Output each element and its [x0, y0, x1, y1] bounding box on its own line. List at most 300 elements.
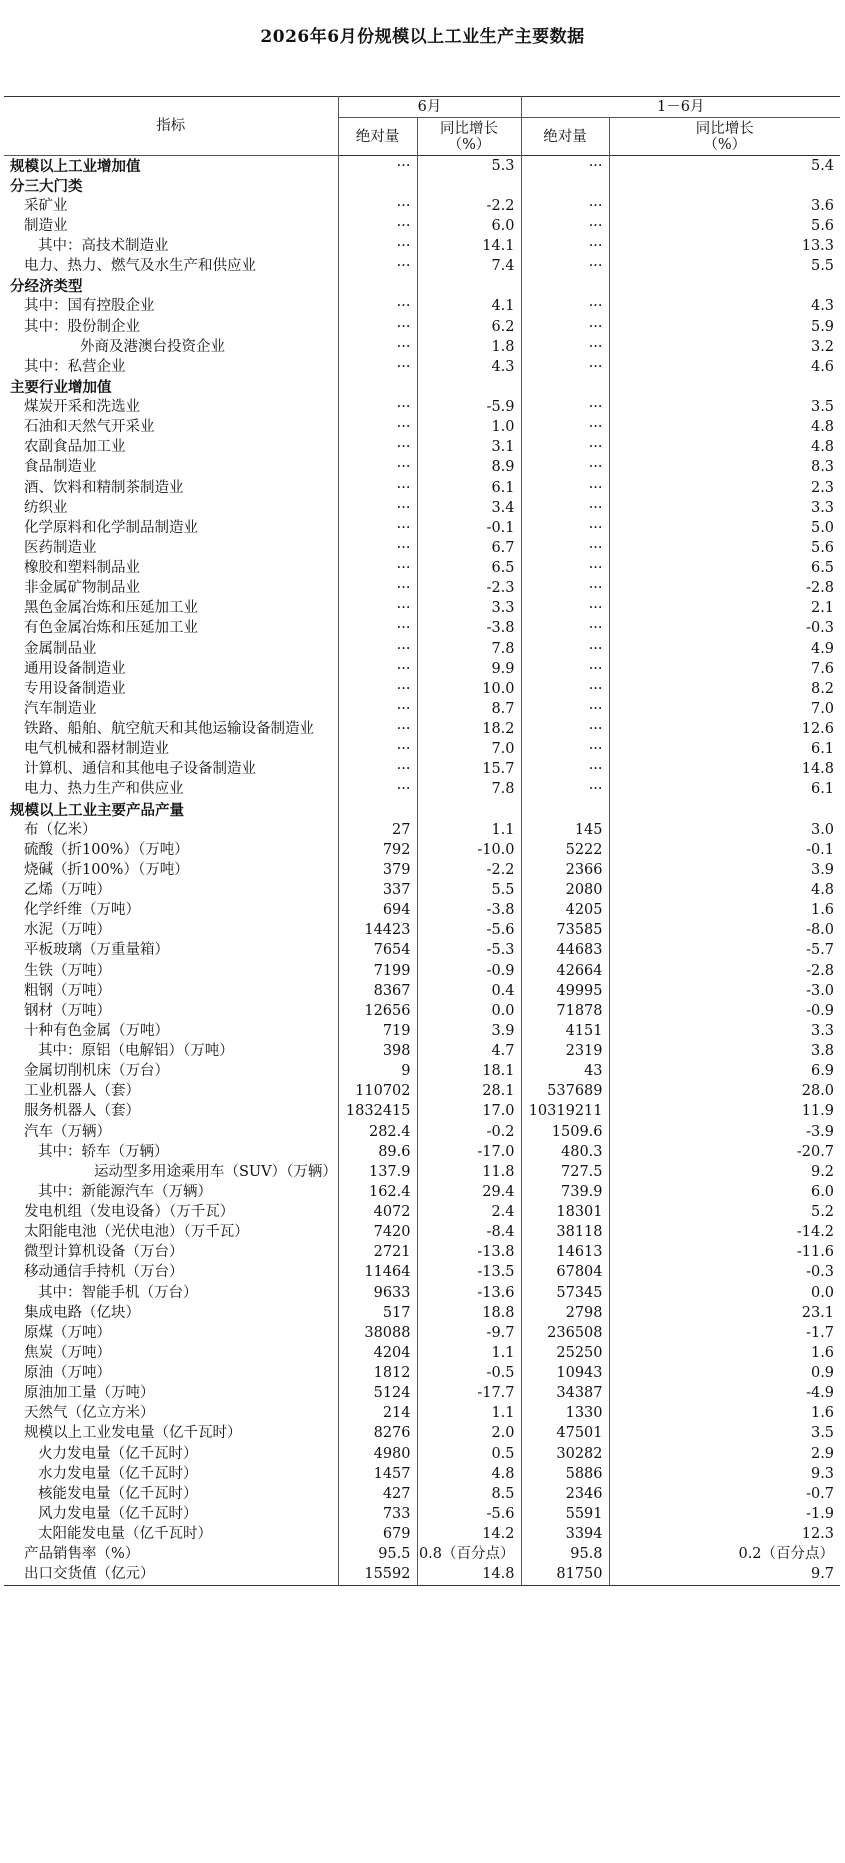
ytd-abs-cell: 2366: [521, 860, 609, 880]
ytd-abs-cell: ···: [521, 156, 609, 177]
indicator-name-cell: 铁路、船舶、航空航天和其他运输设备制造业: [24, 721, 314, 738]
indicator-name-cell: 天然气（亿立方米）: [24, 1405, 155, 1422]
june-yoy-cell: 4.7: [417, 1042, 521, 1062]
ytd-yoy-cell: 9.3: [609, 1464, 840, 1484]
table-row: [4, 398, 840, 418]
indicator-name-cell: 十种有色金属（万吨）: [24, 1022, 169, 1039]
indicator-name-cell: 外商及港澳台投资企业: [80, 338, 225, 355]
ytd-abs-cell: 2080: [521, 881, 609, 901]
ytd-abs-cell: ···: [521, 518, 609, 538]
indicator-name-cell: 化学纤维（万吨）: [24, 902, 140, 919]
table-row: [4, 216, 840, 236]
june-yoy-cell: 7.0: [417, 740, 521, 760]
june-yoy-cell: 29.4: [417, 1182, 521, 1202]
june-abs-cell: [338, 176, 417, 196]
table-row: [4, 297, 840, 317]
ytd-yoy-cell: 6.5: [609, 559, 840, 579]
ytd-yoy-cell: 6.0: [609, 1182, 840, 1202]
ytd-abs-cell: ···: [521, 619, 609, 639]
june-yoy-cell: 0.5: [417, 1444, 521, 1464]
ytd-yoy-cell: 3.6: [609, 196, 840, 216]
indicator-name-cell: 其中：国有控股企业: [24, 298, 155, 315]
ytd-yoy-cell: 13.3: [609, 237, 840, 257]
table-row: [4, 840, 840, 860]
ytd-yoy-cell: -1.7: [609, 1323, 840, 1343]
ytd-abs-cell: 145: [521, 820, 609, 840]
june-yoy-cell: -5.6: [417, 921, 521, 941]
june-abs-cell: ···: [338, 518, 417, 538]
table-row: [4, 1001, 840, 1021]
june-abs-cell: ···: [338, 639, 417, 659]
ytd-yoy-cell: 3.8: [609, 1042, 840, 1062]
ytd-abs-cell: 38118: [521, 1223, 609, 1243]
table-row: [4, 1404, 840, 1424]
ytd-yoy-cell: 9.2: [609, 1162, 840, 1182]
ytd-yoy-cell: 5.5: [609, 257, 840, 277]
june-yoy-cell: 1.1: [417, 820, 521, 840]
indicator-name-cell: 其中：私营企业: [24, 358, 126, 375]
ytd-yoy-cell: -0.3: [609, 1263, 840, 1283]
june-abs-cell: ···: [338, 216, 417, 236]
june-yoy-cell: 7.8: [417, 639, 521, 659]
indicator-name-cell: 工业机器人（套）: [24, 1083, 140, 1100]
june-abs-cell: 719: [338, 1021, 417, 1041]
table-row: [4, 1223, 840, 1243]
ytd-yoy-cell: 7.6: [609, 659, 840, 679]
ytd-abs-cell: ···: [521, 478, 609, 498]
header-june-yoy: [417, 118, 521, 156]
ytd-abs-cell: 1509.6: [521, 1122, 609, 1142]
june-abs-cell: 694: [338, 901, 417, 921]
june-yoy-cell: 18.1: [417, 1062, 521, 1082]
ytd-yoy-cell: 11.9: [609, 1102, 840, 1122]
ytd-abs-cell: 95.8: [521, 1545, 609, 1565]
june-abs-cell: 5124: [338, 1384, 417, 1404]
june-abs-cell: ···: [338, 297, 417, 317]
ytd-yoy-cell: -0.3: [609, 619, 840, 639]
june-yoy-cell: 14.1: [417, 237, 521, 257]
june-yoy-cell: 14.8: [417, 1565, 521, 1586]
june-abs-cell: ···: [338, 780, 417, 800]
indicator-name-cell: 汽车制造业: [24, 700, 97, 717]
indicator-name-cell: 分经济类型: [10, 278, 83, 296]
ytd-abs-cell: ···: [521, 679, 609, 699]
june-yoy-cell: 2.0: [417, 1424, 521, 1444]
june-yoy-cell: -10.0: [417, 840, 521, 860]
table-row: [4, 196, 840, 216]
indicator-name-cell: 火力发电量（亿千瓦时）: [38, 1445, 198, 1462]
june-abs-cell: 1457: [338, 1464, 417, 1484]
ytd-yoy-cell: 3.5: [609, 1424, 840, 1444]
indicator-name-cell: 制造业: [24, 217, 68, 234]
june-yoy-cell: 1.0: [417, 418, 521, 438]
june-yoy-cell: -5.6: [417, 1504, 521, 1524]
ytd-yoy-cell: 1.6: [609, 1343, 840, 1363]
june-yoy-cell: 18.8: [417, 1303, 521, 1323]
june-abs-cell: ···: [338, 760, 417, 780]
indicator-name-cell: 原油（万吨）: [24, 1365, 111, 1382]
ytd-abs-cell: 44683: [521, 941, 609, 961]
june-abs-cell: 517: [338, 1303, 417, 1323]
ytd-abs-cell: 25250: [521, 1343, 609, 1363]
june-yoy-cell: -17.0: [417, 1142, 521, 1162]
ytd-abs-cell: 236508: [521, 1323, 609, 1343]
ytd-yoy-cell: 4.9: [609, 639, 840, 659]
ytd-abs-cell: ···: [521, 438, 609, 458]
indicator-name-cell: 分三大门类: [10, 177, 83, 195]
ytd-abs-cell: 71878: [521, 1001, 609, 1021]
ytd-abs-cell: 49995: [521, 981, 609, 1001]
ytd-yoy-cell: -20.7: [609, 1142, 840, 1162]
ytd-abs-cell: ···: [521, 760, 609, 780]
table-row: [4, 579, 840, 599]
june-abs-cell: 27: [338, 820, 417, 840]
ytd-yoy-cell: 28.0: [609, 1082, 840, 1102]
table-row: [4, 1162, 840, 1182]
june-yoy-cell: 4.1: [417, 297, 521, 317]
june-abs-cell: 162.4: [338, 1182, 417, 1202]
june-yoy-cell: 1.1: [417, 1404, 521, 1424]
june-yoy-cell: -3.8: [417, 619, 521, 639]
ytd-abs-cell: ···: [521, 639, 609, 659]
ytd-yoy-cell: -2.8: [609, 961, 840, 981]
indicator-name-cell: 黑色金属冶炼和压延加工业: [24, 600, 198, 617]
june-yoy-cell: [417, 377, 521, 397]
header-indicator: 指标: [4, 97, 338, 156]
ytd-abs-cell: 5222: [521, 840, 609, 860]
indicator-name-cell: 其中：新能源汽车（万辆）: [38, 1183, 212, 1200]
june-abs-cell: ···: [338, 438, 417, 458]
indicator-name-cell: 医药制造业: [24, 539, 97, 556]
june-yoy-cell: 6.5: [417, 559, 521, 579]
june-yoy-cell: 3.9: [417, 1021, 521, 1041]
indicator-name-cell: 主要行业增加值: [10, 378, 112, 396]
ytd-abs-cell: 10943: [521, 1364, 609, 1384]
june-yoy-cell: -2.3: [417, 579, 521, 599]
june-abs-cell: ···: [338, 579, 417, 599]
ytd-yoy-cell: 12.6: [609, 720, 840, 740]
ytd-abs-cell: [521, 377, 609, 397]
ytd-abs-cell: ···: [521, 579, 609, 599]
indicator-name-cell: 焦炭（万吨）: [24, 1344, 111, 1361]
table-row: [4, 438, 840, 458]
indicator-name-cell: 太阳能电池（光伏电池）（万千瓦）: [24, 1224, 249, 1241]
indicator-name-cell: 橡胶和塑料制品业: [24, 560, 140, 577]
june-yoy-cell: 17.0: [417, 1102, 521, 1122]
indicator-name-cell: 钢材（万吨）: [24, 1002, 111, 1019]
indicator-name-cell: 水泥（万吨）: [24, 922, 111, 939]
table-row: [4, 418, 840, 438]
indicator-name-cell: 生铁（万吨）: [24, 962, 111, 979]
june-yoy-cell: 3.3: [417, 599, 521, 619]
ytd-yoy-cell: 2.1: [609, 599, 840, 619]
ytd-yoy-cell: 5.0: [609, 518, 840, 538]
june-yoy-cell: -8.4: [417, 1223, 521, 1243]
ytd-yoy-cell: 3.3: [609, 1021, 840, 1041]
june-abs-cell: 12656: [338, 1001, 417, 1021]
ytd-abs-cell: ···: [521, 498, 609, 518]
june-yoy-cell: -5.3: [417, 941, 521, 961]
ytd-yoy-cell: -2.8: [609, 579, 840, 599]
table-row: [4, 901, 840, 921]
table-row: [4, 679, 840, 699]
june-yoy-cell: 6.1: [417, 478, 521, 498]
indicator-name-cell: 煤炭开采和洗选业: [24, 399, 140, 416]
ytd-yoy-cell: 4.8: [609, 881, 840, 901]
ytd-abs-cell: 537689: [521, 1082, 609, 1102]
june-abs-cell: ···: [338, 659, 417, 679]
june-yoy-cell: [417, 800, 521, 820]
june-abs-cell: ···: [338, 478, 417, 498]
ytd-yoy-cell: -11.6: [609, 1243, 840, 1263]
june-abs-cell: 792: [338, 840, 417, 860]
table-row: [4, 1444, 840, 1464]
june-abs-cell: ···: [338, 679, 417, 699]
ytd-yoy-cell: [609, 277, 840, 297]
ytd-abs-cell: ···: [521, 458, 609, 478]
ytd-abs-cell: ···: [521, 780, 609, 800]
indicator-name-cell: 专用设备制造业: [24, 680, 126, 697]
ytd-abs-cell: 5591: [521, 1504, 609, 1524]
indicator-name-cell: 非金属矿物制品业: [24, 580, 140, 597]
june-abs-cell: 679: [338, 1525, 417, 1545]
ytd-yoy-cell: 3.2: [609, 337, 840, 357]
june-abs-cell: 89.6: [338, 1142, 417, 1162]
ytd-yoy-cell: 3.3: [609, 498, 840, 518]
june-yoy-cell: [417, 277, 521, 297]
table-row: [4, 317, 840, 337]
june-abs-cell: ···: [338, 599, 417, 619]
june-yoy-cell: 18.2: [417, 720, 521, 740]
table-row: [4, 599, 840, 619]
june-yoy-cell: -2.2: [417, 196, 521, 216]
ytd-abs-cell: 18301: [521, 1203, 609, 1223]
ytd-abs-cell: 3394: [521, 1525, 609, 1545]
table-row: [4, 1263, 840, 1283]
ytd-yoy-cell: -0.7: [609, 1484, 840, 1504]
ytd-abs-cell: ···: [521, 740, 609, 760]
indicator-name-cell: 其中：高技术制造业: [38, 238, 169, 255]
june-abs-cell: 7420: [338, 1223, 417, 1243]
indicator-name-cell: 其中：股份制企业: [24, 318, 140, 335]
june-abs-cell: 4204: [338, 1343, 417, 1363]
table-row: [4, 1343, 840, 1363]
june-abs-cell: ···: [338, 458, 417, 478]
table-row: [4, 1504, 840, 1524]
june-abs-cell: ···: [338, 237, 417, 257]
ytd-abs-cell: 34387: [521, 1384, 609, 1404]
june-abs-cell: 11464: [338, 1263, 417, 1283]
table-row: [4, 1182, 840, 1202]
table-row: [4, 1303, 840, 1323]
june-yoy-cell: 3.1: [417, 438, 521, 458]
ytd-abs-cell: 73585: [521, 921, 609, 941]
ytd-abs-cell: ···: [521, 418, 609, 438]
june-yoy-cell: -2.2: [417, 860, 521, 880]
june-yoy-cell: 15.7: [417, 760, 521, 780]
indicator-name-cell: 通用设备制造业: [24, 660, 126, 677]
header-yoy-line2: （%）: [703, 136, 747, 153]
ytd-abs-cell: 4151: [521, 1021, 609, 1041]
june-abs-cell: 38088: [338, 1323, 417, 1343]
indicator-name-cell: 产品销售率（%）: [24, 1546, 140, 1563]
table-row: [4, 1565, 840, 1586]
indicator-name-cell: 农副食品加工业: [24, 439, 126, 456]
june-abs-cell: 733: [338, 1504, 417, 1524]
june-abs-cell: ···: [338, 357, 417, 377]
ytd-abs-cell: 1330: [521, 1404, 609, 1424]
ytd-abs-cell: ···: [521, 398, 609, 418]
ytd-yoy-cell: 6.1: [609, 780, 840, 800]
june-abs-cell: ···: [338, 156, 417, 177]
ytd-abs-cell: ···: [521, 538, 609, 558]
june-abs-cell: ···: [338, 196, 417, 216]
indicator-name-cell: 硫酸（折100%）（万吨）: [24, 841, 189, 858]
table-row: [4, 860, 840, 880]
ytd-abs-cell: ···: [521, 196, 609, 216]
ytd-yoy-cell: 5.2: [609, 1203, 840, 1223]
indicator-name-cell: 水力发电量（亿千瓦时）: [38, 1465, 198, 1482]
ytd-yoy-cell: [609, 176, 840, 196]
indicator-name-cell: 食品制造业: [24, 459, 97, 476]
ytd-abs-cell: 10319211: [521, 1102, 609, 1122]
table-row: [4, 941, 840, 961]
june-yoy-cell: 3.4: [417, 498, 521, 518]
ytd-yoy-cell: 3.9: [609, 860, 840, 880]
june-yoy-cell: 6.2: [417, 317, 521, 337]
ytd-yoy-cell: -14.2: [609, 1223, 840, 1243]
indicator-name-cell: 金属制品业: [24, 640, 97, 657]
indicator-name-cell: 粗钢（万吨）: [24, 982, 111, 999]
june-yoy-cell: 7.8: [417, 780, 521, 800]
june-yoy-cell: -5.9: [417, 398, 521, 418]
june-abs-cell: 2721: [338, 1243, 417, 1263]
ytd-abs-cell: ···: [521, 216, 609, 236]
table-row: [4, 881, 840, 901]
june-yoy-cell: -0.9: [417, 961, 521, 981]
ytd-yoy-cell: -3.0: [609, 981, 840, 1001]
ytd-yoy-cell: 4.3: [609, 297, 840, 317]
ytd-abs-cell: ···: [521, 337, 609, 357]
ytd-yoy-cell: 9.7: [609, 1565, 840, 1586]
ytd-abs-cell: ···: [521, 357, 609, 377]
header-ytd-yoy: [609, 118, 840, 156]
indicator-name-cell: 服务机器人（套）: [24, 1103, 140, 1120]
table-row: [4, 619, 840, 639]
ytd-yoy-cell: [609, 377, 840, 397]
ytd-yoy-cell: 23.1: [609, 1303, 840, 1323]
header-yoy-line2: （%）: [447, 136, 491, 153]
ytd-yoy-cell: 8.3: [609, 458, 840, 478]
ytd-yoy-cell: 4.8: [609, 418, 840, 438]
table-row: [4, 257, 840, 277]
june-abs-cell: 1812: [338, 1364, 417, 1384]
june-abs-cell: ···: [338, 559, 417, 579]
table-row: [4, 961, 840, 981]
june-abs-cell: 9: [338, 1062, 417, 1082]
table-row: [4, 1424, 840, 1444]
june-abs-cell: 8367: [338, 981, 417, 1001]
ytd-yoy-cell: 1.6: [609, 1404, 840, 1424]
ytd-abs-cell: 5886: [521, 1464, 609, 1484]
june-abs-cell: 4072: [338, 1203, 417, 1223]
june-abs-cell: ···: [338, 619, 417, 639]
indicator-name-cell: 有色金属冶炼和压延加工业: [24, 620, 198, 637]
june-abs-cell: 379: [338, 860, 417, 880]
ytd-yoy-cell: 14.8: [609, 760, 840, 780]
indicator-name-cell: 规模以上工业增加值: [10, 157, 141, 175]
june-abs-cell: 1832415: [338, 1102, 417, 1122]
ytd-yoy-cell: 0.9: [609, 1364, 840, 1384]
ytd-yoy-cell: 2.9: [609, 1444, 840, 1464]
june-yoy-cell: 8.9: [417, 458, 521, 478]
table-row: [4, 538, 840, 558]
ytd-abs-cell: ···: [521, 599, 609, 619]
ytd-abs-cell: ···: [521, 317, 609, 337]
header-june: 6月: [338, 97, 521, 118]
june-yoy-cell: 9.9: [417, 659, 521, 679]
ytd-yoy-cell: [609, 800, 840, 820]
table-row: [4, 760, 840, 780]
june-abs-cell: 15592: [338, 1565, 417, 1586]
june-yoy-cell: 14.2: [417, 1525, 521, 1545]
indicator-name-cell: 计算机、通信和其他电子设备制造业: [24, 761, 256, 778]
june-abs-cell: [338, 377, 417, 397]
table-row: [4, 478, 840, 498]
ytd-abs-cell: 4205: [521, 901, 609, 921]
table-row: [4, 458, 840, 478]
june-abs-cell: 137.9: [338, 1162, 417, 1182]
ytd-abs-cell: ···: [521, 237, 609, 257]
ytd-yoy-cell: 6.9: [609, 1062, 840, 1082]
ytd-abs-cell: ···: [521, 720, 609, 740]
june-yoy-cell: 28.1: [417, 1082, 521, 1102]
ytd-yoy-cell: -5.7: [609, 941, 840, 961]
ytd-yoy-cell: -3.9: [609, 1122, 840, 1142]
indicator-name-cell: 发电机组（发电设备）（万千瓦）: [24, 1204, 235, 1221]
june-yoy-cell: 10.0: [417, 679, 521, 699]
indicator-name-cell: 风力发电量（亿千瓦时）: [38, 1505, 198, 1522]
ytd-yoy-cell: 5.4: [609, 156, 840, 177]
june-yoy-cell: 8.5: [417, 1484, 521, 1504]
indicator-name-cell: 规模以上工业发电量（亿千瓦时）: [24, 1425, 242, 1442]
june-abs-cell: ···: [338, 498, 417, 518]
header-ytd: 1－6月: [521, 97, 840, 118]
ytd-yoy-cell: 2.3: [609, 478, 840, 498]
table-row: [4, 518, 840, 538]
ytd-yoy-cell: 1.6: [609, 901, 840, 921]
june-abs-cell: ···: [338, 398, 417, 418]
ytd-abs-cell: ···: [521, 257, 609, 277]
ytd-abs-cell: ···: [521, 659, 609, 679]
june-yoy-cell: 5.3: [417, 156, 521, 177]
indicator-name-cell: 太阳能发电量（亿千瓦时）: [38, 1526, 212, 1543]
indicator-name-cell: 布（亿米）: [24, 821, 97, 838]
june-yoy-cell: -0.1: [417, 518, 521, 538]
ytd-abs-cell: 727.5: [521, 1162, 609, 1182]
ytd-abs-cell: ···: [521, 297, 609, 317]
june-yoy-cell: 1.8: [417, 337, 521, 357]
ytd-abs-cell: 42664: [521, 961, 609, 981]
table-row: [4, 921, 840, 941]
table-row: [4, 498, 840, 518]
june-yoy-cell: 8.7: [417, 699, 521, 719]
table-row: [4, 1464, 840, 1484]
indicator-name-cell: 酒、饮料和精制茶制造业: [24, 479, 184, 496]
indicator-name-cell: 其中：轿车（万辆）: [38, 1143, 169, 1160]
june-abs-cell: 4980: [338, 1444, 417, 1464]
table-row: [4, 1062, 840, 1082]
